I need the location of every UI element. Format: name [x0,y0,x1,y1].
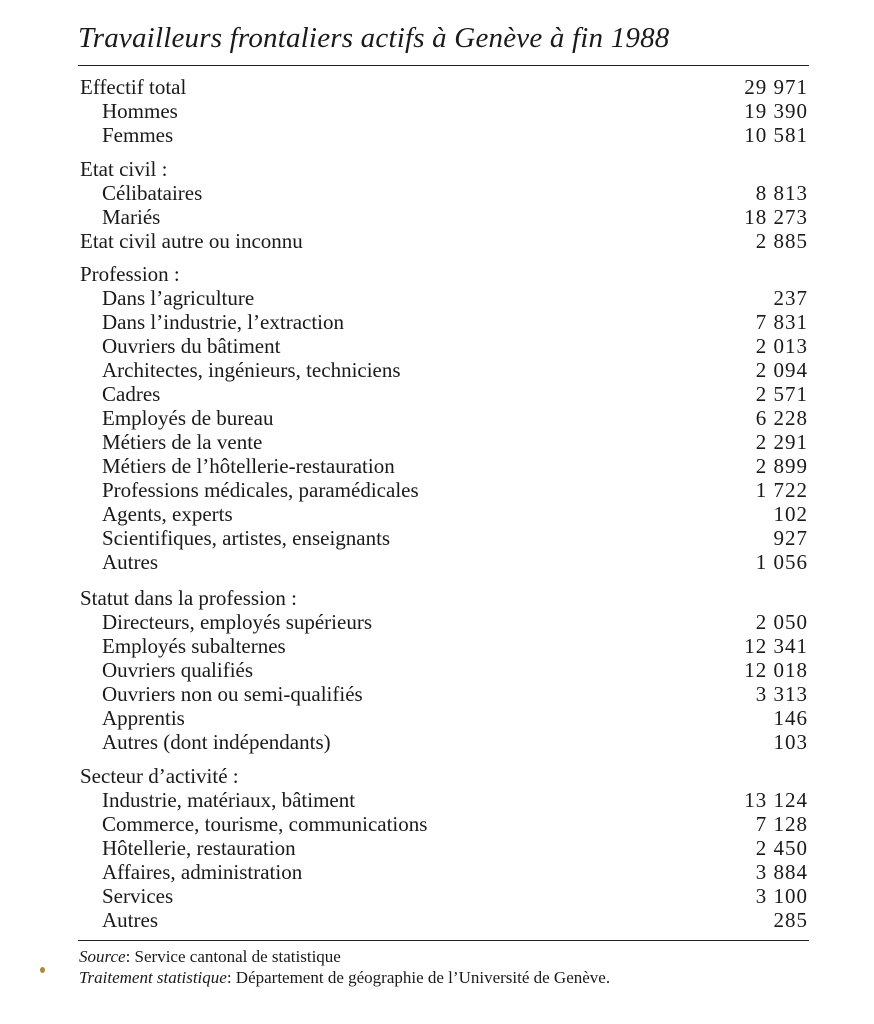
bottom-rule [78,940,809,941]
table-row [80,406,808,430]
row-label: Hommes [102,99,178,123]
table-row [80,205,808,229]
row-label: Autres (dont indépendants) [102,730,331,754]
row-value: 146 [773,706,808,730]
row-value: 2 291 [755,430,808,454]
table-row [80,550,808,574]
table-row [80,908,808,932]
row-label: Ouvriers qualifiés [102,658,254,682]
top-rule [78,65,809,66]
table-row [80,75,808,99]
row-label: Employés de bureau [102,406,274,430]
table-row [80,526,808,550]
row-label: Professions médicales, paramédicales [102,478,419,502]
row-value: 2 050 [755,610,808,634]
row-value: 7 831 [755,310,808,334]
row-label: Agents, experts [102,502,233,526]
table-row [80,334,808,358]
row-value: 2 899 [755,454,808,478]
table-row [80,286,808,310]
row-label: Statut dans la profession : [80,586,297,610]
row-label: Métiers de l’hôtellerie-restauration [102,454,395,478]
row-value: 1 056 [755,550,808,574]
row-value: 12 341 [744,634,808,658]
row-value: 29 971 [744,75,808,99]
table-row [80,658,808,682]
row-value: 2 450 [755,836,808,860]
row-label: Commerce, tourisme, communications [102,812,428,836]
table-row [80,382,808,406]
table-row [80,884,808,908]
row-label: Affaires, administration [102,860,303,884]
treatment-label: Traitement statistique [79,968,227,987]
table-title: Travailleurs frontaliers actifs à Genève à fin 1988 [78,22,670,54]
table-row [80,706,808,730]
row-label: Industrie, matériaux, bâtiment [102,788,356,812]
row-value: 6 228 [755,406,808,430]
row-label: Services [102,884,174,908]
row-label: Profession : [80,262,180,286]
table-row [80,99,808,123]
row-value: 3 100 [755,884,808,908]
row-label: Secteur d’activité : [80,764,239,788]
row-label: Hôtellerie, restauration [102,836,296,860]
row-value: 2 094 [755,358,808,382]
row-label: Directeurs, employés supérieurs [102,610,372,634]
row-value: 3 313 [755,682,808,706]
row-value: 1 722 [755,478,808,502]
row-label: Dans l’agriculture [102,286,255,310]
table-row [80,181,808,205]
row-label: Employés subalternes [102,634,286,658]
row-value: 2 571 [755,382,808,406]
row-label: Cadres [102,382,161,406]
treatment-note [79,968,610,988]
row-label: Ouvriers du bâtiment [102,334,281,358]
table-row [80,454,808,478]
table-row [80,262,808,286]
row-value: 3 884 [755,860,808,884]
table-row [80,478,808,502]
row-label: Dans l’industrie, l’extraction [102,310,345,334]
row-label: Etat civil autre ou inconnu [80,229,303,253]
source-label: Source [79,947,126,966]
table-row [80,812,808,836]
table-row [80,310,808,334]
table-row [80,358,808,382]
row-label: Métiers de la vente [102,430,263,454]
table-row [80,788,808,812]
table-row [80,586,808,610]
table-row [80,123,808,147]
row-label: Architectes, ingénieurs, techniciens [102,358,401,382]
table-row [80,229,808,253]
table-row [80,430,808,454]
row-value: 8 813 [755,181,808,205]
paper-speck [40,967,45,973]
row-label: Ouvriers non ou semi-qualifiés [102,682,363,706]
table-row [80,764,808,788]
row-value: 2 013 [755,334,808,358]
row-value: 237 [773,286,808,310]
row-label: Scientifiques, artistes, enseignants [102,526,391,550]
row-value: 18 273 [744,205,808,229]
table-row [80,860,808,884]
row-value: 103 [773,730,808,754]
row-label: Mariés [102,205,161,229]
row-value: 10 581 [744,123,808,147]
table-row [80,730,808,754]
table-row [80,502,808,526]
row-label: Effectif total [80,75,187,99]
row-value: 12 018 [744,658,808,682]
row-value: 19 390 [744,99,808,123]
source-text: : Service cantonal de statistique [125,947,341,966]
row-value: 2 885 [755,229,808,253]
row-label: Etat civil : [80,157,168,181]
row-label: Autres [102,908,158,932]
row-label: Femmes [102,123,174,147]
row-value: 102 [773,502,808,526]
table-row [80,634,808,658]
source-note [79,947,341,967]
table-row [80,682,808,706]
row-value: 285 [773,908,808,932]
table-row [80,836,808,860]
row-value: 7 128 [755,812,808,836]
row-value: 927 [773,526,808,550]
table-row [80,610,808,634]
table-row [80,157,808,181]
row-label: Autres [102,550,158,574]
treatment-text: : Département de géographie de l’Université de Genève. [226,968,611,987]
row-label: Célibataires [102,181,203,205]
row-value: 13 124 [744,788,808,812]
row-label: Apprentis [102,706,185,730]
